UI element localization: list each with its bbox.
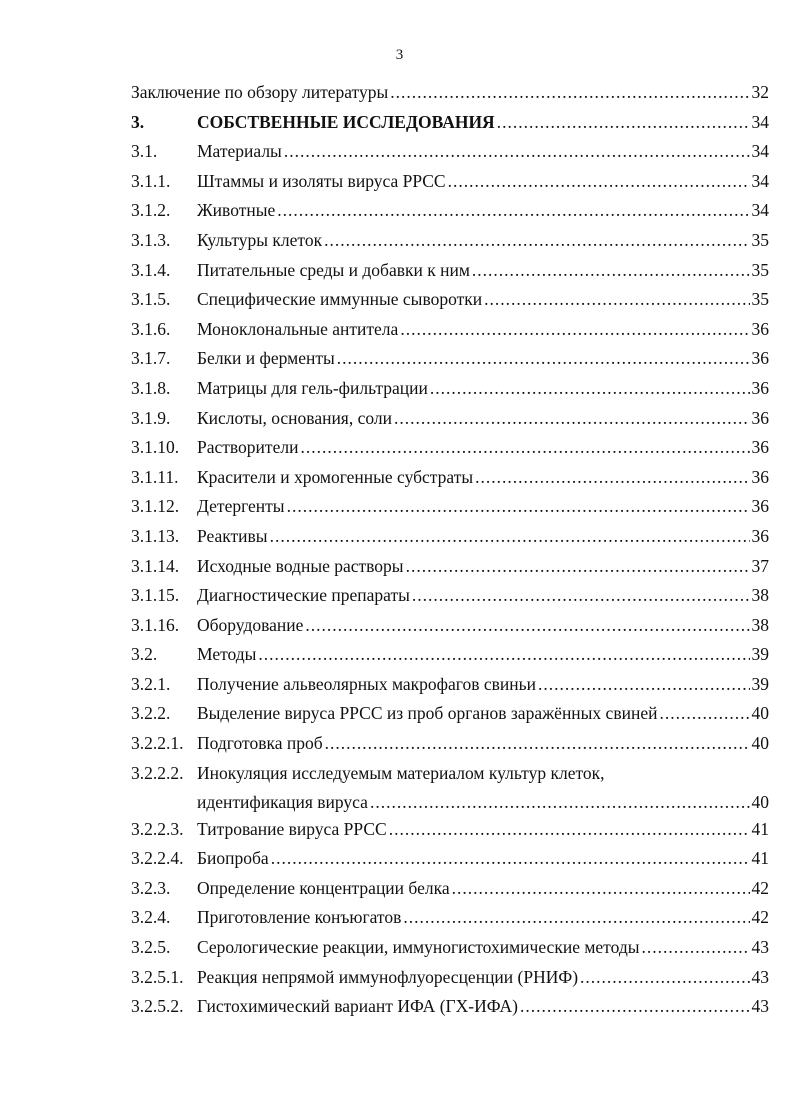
toc-entry-title: Красители и хромогенные субстраты (197, 466, 474, 487)
toc-entry-line (197, 285, 769, 315)
toc-leader-dots (412, 581, 750, 611)
toc-leader-dots (258, 640, 749, 670)
toc-entry-number: 3.2.5.2. (131, 996, 184, 1017)
toc-entry-title: Определение концентрации белка (197, 877, 450, 898)
toc-entry-page: 40 (751, 733, 769, 754)
toc-entry (131, 933, 769, 963)
toc-leader-dots (659, 699, 749, 729)
toc-entry (131, 759, 769, 815)
toc-entry-page: 42 (751, 877, 769, 898)
toc-entry-title: Белки и ферменты (197, 348, 335, 369)
toc-entry-number: 3.1.2. (131, 200, 171, 221)
toc-entry-line (197, 522, 769, 552)
toc-entry-number: 3.1.15. (131, 585, 180, 606)
toc-entry-number: 3.1.7. (131, 348, 171, 369)
toc-entry-number: 3.1.9. (131, 407, 171, 428)
toc-entry-title: Материалы (197, 141, 282, 162)
toc-leader-dots (448, 167, 750, 197)
toc-leader-dots (520, 992, 750, 1022)
toc-entry-number: 3.2.2.1. (131, 733, 184, 754)
toc-entry-title: Получение альвеолярных макрофагов свиньи (197, 673, 537, 694)
toc-entry-title: Растворители (197, 437, 299, 458)
toc-entry-page: 42 (751, 907, 769, 928)
toc-entry-line (197, 404, 769, 434)
toc-entry-title: Серологические реакции, иммуногистохимические методы (197, 937, 640, 958)
toc-entry-title: Штаммы и изоляты вируса РРСС (197, 170, 446, 191)
toc-leader-dots (324, 226, 749, 256)
toc-entry-page: 34 (751, 141, 769, 162)
toc-entry-line (197, 844, 769, 874)
toc-leader-dots (497, 108, 750, 138)
toc-entry (131, 196, 769, 226)
toc-entry-title: Диагностические препараты (197, 585, 410, 606)
toc-entry-number: 3.2.2.3. (131, 818, 184, 839)
toc-entry-number: 3.2. (131, 644, 158, 665)
toc-entry-page: 41 (751, 848, 769, 869)
toc-entry-line (197, 433, 769, 463)
toc-entry-line (197, 137, 769, 167)
toc-entry-number: 3.1.16. (131, 614, 180, 635)
toc-entry-line (197, 315, 769, 345)
toc-leader-dots (370, 788, 750, 818)
toc-entry-title: Подготовка проб (197, 733, 323, 754)
toc-entry-page: 38 (751, 614, 769, 635)
toc-entry (131, 611, 769, 641)
toc-entry-line (197, 992, 769, 1022)
toc-entry-number: 3.1.3. (131, 229, 171, 250)
toc-entry-page: 36 (751, 525, 769, 546)
toc-entry-title: Титрование вируса РРСС (197, 818, 387, 839)
toc-entry-title: Биопроба (197, 848, 269, 869)
toc-entry-continuation (197, 788, 769, 818)
toc-entry-title: Исходные водные растворы (197, 555, 404, 576)
toc-leader-dots (484, 285, 749, 315)
toc-entry-title: Кислоты, основания, соли (197, 407, 392, 428)
toc-entry-page: 43 (751, 966, 769, 987)
toc-entry-line (197, 670, 769, 700)
toc-entry-title: Оборудование (197, 614, 304, 635)
toc-entry-title: Матрицы для гель-фильтрации (197, 377, 428, 398)
toc-entry (131, 167, 769, 197)
toc-entry-line (197, 963, 769, 993)
toc-entry-number: 3.1.11. (131, 466, 179, 487)
toc-entry-line (197, 640, 769, 670)
toc-entry-title: СОБСТВЕННЫЕ ИССЛЕДОВАНИЯ (197, 111, 495, 132)
toc-entry (131, 315, 769, 345)
toc-entry (131, 285, 769, 315)
toc-entry (131, 670, 769, 700)
toc-entry-title: Инокуляция исследуемым материалом культур клеток, (197, 762, 605, 783)
toc-entry-number: 3.2.5.1. (131, 966, 184, 987)
toc-entry-page: 35 (751, 229, 769, 250)
toc-leader-dots (406, 552, 750, 582)
toc-entry-number: 3.2.1. (131, 673, 171, 694)
toc-entry-title: Приготовление конъюгатов (197, 907, 402, 928)
toc-entry-number: 3.1.1. (131, 170, 171, 191)
toc-entry-number: 3.2.3. (131, 877, 171, 898)
toc-entry-title: Выделение вируса РРСС из проб органов заражённых свиней (197, 703, 658, 724)
toc-entry (131, 78, 769, 108)
toc-leader-dots (325, 729, 750, 759)
toc-entry-page: 43 (751, 937, 769, 958)
toc-entry-number: 3.2.4. (131, 907, 171, 928)
toc-entry-page: 32 (751, 82, 769, 102)
toc-leader-dots (337, 344, 750, 374)
toc-entry (131, 522, 769, 552)
toc-entry (131, 256, 769, 286)
toc-entry (131, 699, 769, 729)
toc-entry-title: Специфические иммунные сыворотки (197, 289, 483, 310)
toc-entry-page: 34 (751, 170, 769, 191)
toc-entry-page: 36 (751, 437, 769, 458)
table-of-contents (131, 78, 769, 1022)
toc-entry (131, 108, 769, 138)
toc-entry (131, 463, 769, 493)
toc-entry (131, 844, 769, 874)
toc-entry (131, 874, 769, 904)
toc-entry-line (197, 344, 769, 374)
toc-entry-number: 3.1.6. (131, 318, 171, 339)
toc-entry (131, 963, 769, 993)
toc-entry-page: 34 (751, 200, 769, 221)
toc-entry-number: 3.2.5. (131, 937, 171, 958)
toc-entry-line (197, 552, 769, 582)
toc-entry-title: Культуры клеток (197, 229, 323, 250)
toc-entry-title: Детергенты (197, 496, 285, 517)
toc-entry-line (197, 167, 769, 197)
toc-entry-page: 34 (751, 111, 769, 132)
toc-leader-dots (430, 374, 750, 404)
toc-entry-line (197, 903, 769, 933)
toc-entry-title: Питательные среды и добавки к ним (197, 259, 470, 280)
toc-entry (131, 729, 769, 759)
toc-entry-page: 43 (751, 996, 769, 1017)
toc-leader-dots (270, 522, 750, 552)
toc-entry (131, 581, 769, 611)
toc-entry-line (197, 108, 769, 138)
toc-entry (131, 226, 769, 256)
toc-entry-line (197, 874, 769, 904)
toc-entry-page: 36 (751, 348, 769, 369)
toc-entry-page: 40 (751, 791, 769, 812)
toc-leader-dots (271, 844, 750, 874)
toc-leader-dots (305, 611, 749, 641)
toc-entry-number: 3.1.4. (131, 259, 171, 280)
toc-entry-page: 37 (751, 555, 769, 576)
toc-leader-dots (394, 404, 750, 434)
toc-leader-dots (389, 815, 750, 845)
toc-entry-number: 3.1.8. (131, 377, 171, 398)
toc-entry-page: 36 (751, 318, 769, 339)
toc-entry-title: Реакция непрямой иммунофлуоресценции (РНИФ) (197, 966, 579, 987)
toc-entry-title: Моноклональные антитела (197, 318, 399, 339)
toc-entry (131, 433, 769, 463)
toc-entry-line (197, 256, 769, 286)
toc-entry-number: 3.1.13. (131, 525, 180, 546)
toc-leader-dots (287, 492, 750, 522)
toc-entry-page: 38 (751, 585, 769, 606)
toc-entry-number: 3.1.14. (131, 555, 180, 576)
toc-entry-page: 35 (751, 259, 769, 280)
toc-entry-line (197, 815, 769, 845)
toc-entry-line (197, 581, 769, 611)
toc-leader-dots (580, 963, 749, 993)
toc-leader-dots (452, 874, 750, 904)
toc-entry-page: 36 (751, 407, 769, 428)
toc-entry (131, 640, 769, 670)
toc-entry-line (197, 196, 769, 226)
toc-entry-number: 3.1.10. (131, 437, 180, 458)
toc-entry (131, 137, 769, 167)
toc-entry (131, 815, 769, 845)
toc-leader-dots (277, 196, 749, 226)
toc-entry-line (131, 78, 769, 108)
toc-entry (131, 374, 769, 404)
toc-entry-title: Заключение по обзору литературы (131, 82, 389, 102)
toc-entry-number: 3.2.2. (131, 703, 171, 724)
toc-entry-page: 36 (751, 377, 769, 398)
toc-entry-number: 3.1.5. (131, 289, 171, 310)
toc-leader-dots (403, 903, 749, 933)
toc-entry-title: Методы (197, 644, 257, 665)
toc-entry-title: Животные (197, 200, 276, 221)
toc-entry-title: Гистохимический вариант ИФА (ГХ-ИФА) (197, 996, 518, 1017)
toc-leader-dots (390, 78, 749, 108)
toc-entry-line (197, 933, 769, 963)
toc-entry-line (197, 611, 769, 641)
toc-entry-line (197, 463, 769, 493)
toc-entry-line (197, 374, 769, 404)
page-number: 3 (395, 47, 404, 63)
toc-entry-page: 35 (751, 289, 769, 310)
toc-entry (131, 903, 769, 933)
toc-entry-line (197, 226, 769, 256)
toc-leader-dots (300, 433, 749, 463)
toc-entry-number: 3.2.2.4. (131, 848, 184, 869)
toc-entry-page: 36 (751, 466, 769, 487)
toc-leader-dots (538, 670, 749, 700)
toc-entry-line (197, 492, 769, 522)
toc-leader-dots (475, 463, 749, 493)
toc-entry-page: 41 (751, 818, 769, 839)
toc-entry (131, 492, 769, 522)
toc-leader-dots (284, 137, 750, 167)
toc-entry-page: 40 (751, 703, 769, 724)
toc-entry-line (197, 729, 769, 759)
toc-entry-page: 36 (751, 496, 769, 517)
toc-entry (131, 552, 769, 582)
toc-entry-title: Реактивы (197, 525, 268, 546)
toc-entry-number: 3.1. (131, 141, 158, 162)
toc-entry (131, 344, 769, 374)
toc-leader-dots (642, 933, 750, 963)
toc-leader-dots (400, 315, 749, 345)
toc-entry-number: 3.1.12. (131, 496, 180, 517)
toc-entry (131, 992, 769, 1022)
toc-entry-page: 39 (751, 673, 769, 694)
toc-entry-number: 3. (131, 111, 145, 132)
toc-entry-title-continuation: идентификация вируса (197, 791, 368, 812)
toc-entry (131, 404, 769, 434)
toc-entry-number: 3.2.2.2. (131, 762, 184, 783)
toc-entry-page: 39 (751, 644, 769, 665)
toc-entry-line (197, 699, 769, 729)
toc-leader-dots (472, 256, 750, 286)
